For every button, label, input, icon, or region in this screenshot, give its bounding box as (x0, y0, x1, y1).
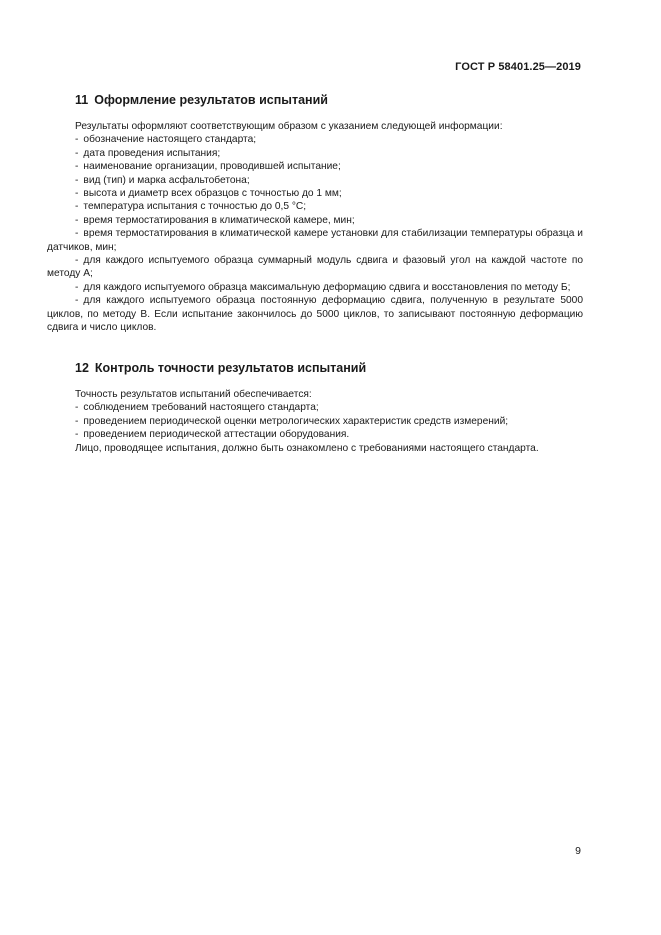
list-dash: - (75, 174, 79, 186)
list-dash: - (75, 161, 79, 173)
list-item: - наименование организации, проводившей испытание; (75, 161, 341, 173)
list-item: - температура испытания с точностью до 0,5 °С; (75, 201, 307, 213)
section-11-heading (47, 93, 583, 107)
list-dash: - (75, 255, 79, 267)
list-item: - вид (тип) и марка асфальтобетона; (75, 174, 250, 186)
standard-code-header: ГОСТ Р 58401.25—2019 (455, 61, 581, 73)
list-item: - соблюдением требований настоящего стандарта; (75, 402, 319, 414)
list-item: - обозначение настоящего стандарта; (75, 134, 257, 146)
list-dash: - (75, 415, 79, 427)
section-11-number: 11 (75, 93, 89, 107)
list-dash: - (75, 228, 79, 240)
list-dash: - (75, 147, 79, 159)
list-dash: - (75, 188, 79, 200)
section-11-intro: Результаты оформляют соответствующим образом с указанием следующей информации: (75, 121, 503, 132)
section-12-intro: Точность результатов испытаний обеспечивается: (75, 389, 312, 400)
list-item: - дата проведения испытания; (75, 147, 221, 159)
section-11-title: Оформление результатов испытаний (94, 93, 328, 107)
list-item: - проведением периодической аттестации оборудования. (75, 429, 350, 441)
list-item: - время термостатирования в климатической камере, мин; (75, 214, 355, 226)
section-12-title: Контроль точности результатов испытаний (94, 361, 367, 375)
list-item: - время термостатирования в климатической камере установки для стабилизации температуры образца и датчиков, мин; (47, 228, 583, 253)
list-dash: - (75, 214, 79, 226)
list-dash: - (75, 134, 79, 146)
section-11 (47, 93, 583, 335)
section-12-closing: Лицо, проводящее испытания, должно быть ознакомлено с требованиями настоящего стандарта. (75, 442, 539, 454)
list-dash: - (75, 295, 79, 307)
list-dash: - (75, 429, 79, 441)
list-item: - высота и диаметр всех образцов с точностью до 1 мм; (75, 188, 342, 200)
section-12 (47, 361, 583, 455)
list-dash: - (75, 281, 79, 293)
section-12-number: 12 (75, 361, 89, 375)
section-12-heading (47, 361, 583, 375)
list-item: - для каждого испытуемого образца максимальную деформацию сдвига и восстановления по методу Б; (75, 281, 571, 293)
page-number: 9 (575, 845, 581, 857)
list-item: - для каждого испытуемого образца постоянную деформацию сдвига, полученную в результате 5000 циклов, по методу В. Если испытание закончилось до 5000 циклов, то записывают постоянную деформацию сдвига и число циклов. (47, 295, 583, 334)
list-item: - проведением периодической оценки метрологических характеристик средств измерений; (75, 415, 509, 427)
list-item: - для каждого испытуемого образца суммарный модуль сдвига и фазовый угол на каждой частоте по методу А; (47, 255, 583, 280)
list-dash: - (75, 402, 79, 414)
list-dash: - (75, 201, 79, 213)
